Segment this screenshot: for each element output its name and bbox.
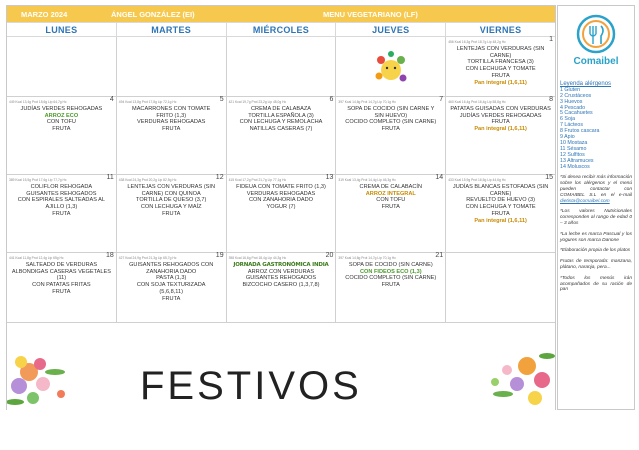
contact-note-text: *Si desea recibir más información sobre los alérgenos y el menú pueden contactar con COMAIBEL S.L en el e-mail	[560, 175, 632, 198]
day-cell	[7, 175, 117, 252]
menu-dish: CON LECHUGA Y REMOLACHA	[239, 119, 323, 126]
nutrition-info: 441 Kcal 11,8g Prot 12,4g Lip 65g Hc	[9, 256, 64, 260]
menu-sheet	[6, 5, 556, 410]
nutrition-info: 398 Kcal 16,6g Prot 18,4g Lip 44,3g Hc	[228, 256, 287, 260]
menu-dish: ALBONDIGAS CASERAS VEGETALES	[11, 268, 111, 275]
day-tuesday: MARTES	[117, 23, 227, 36]
day-friday: VIERNES	[479, 25, 522, 35]
menu-dish: ZANAHORIA DADO	[146, 268, 197, 275]
menu-dish: FRUTA	[52, 126, 71, 133]
menu-dish: CON LECHUGA Y TOMATE	[465, 66, 536, 73]
nutrition-info: 389 Kcal 15,5g Prot 17,6g Lip 77,7g Hc	[9, 178, 67, 182]
menu-dish: AJILLO (1,3)	[45, 204, 78, 211]
menu-dish: LENTEJAS CON VERDURAS (SIN	[456, 46, 545, 52]
milk-note: *La leche es marca Pascual y los yogures son marca Danone	[560, 231, 632, 243]
menu-dish: ARROZ INTEGRAL	[365, 190, 416, 197]
day-number: 8	[549, 96, 553, 103]
menu-dish: MACARRONES CON TOMATE	[132, 106, 211, 112]
allergen-item: 11 Sésamo	[560, 145, 587, 152]
allergen-item: 2 Crustáceos	[560, 92, 592, 99]
menu-dish: GUISANTES REHOGADOS	[26, 190, 97, 197]
day-number: 15	[545, 174, 553, 181]
menu-dish: VERDURAS REHOGADAS	[137, 119, 206, 126]
day-cell	[336, 97, 446, 174]
allergen-item: 5 Cacahuetes	[560, 110, 593, 117]
day-cell	[227, 37, 337, 96]
menu-dish: COCIDO COMPLETO (SIN CARNE)	[345, 119, 437, 126]
allergen-list	[560, 88, 632, 171]
nutrition-info: 427 Kcal 24,9g Prot 21,3g Lip 65,7g Hc	[118, 256, 177, 260]
month-label: MARZO 2024	[21, 9, 68, 19]
menu-dish: FRUTA	[491, 210, 510, 217]
menu-grid	[7, 37, 555, 323]
menu-dish: COCIDO COMPLETO (SIN CARNE)	[345, 275, 437, 282]
day-number: 11	[106, 174, 114, 181]
menu-dish: CON LECHUGA Y TOMATE	[465, 204, 536, 211]
day-number: 21	[435, 252, 444, 259]
school-label: ÁNGEL GONZÁLEZ (EI)	[111, 9, 195, 19]
menu-dish: GUISANTES REHOGADOS	[245, 275, 317, 282]
nutrition-info: 319 Kcal 13,4g Prot 14,4g Lip 46,3g Hc	[338, 178, 396, 182]
day-cell	[336, 37, 446, 96]
day-number: 18	[106, 252, 114, 259]
menu-dish: CARNE) CON QUINOA	[141, 190, 201, 197]
menu-dish: SALTEADO DE VERDURAS	[25, 262, 98, 268]
menu-dish: JORNADA GASTRONÓMICA INDIA	[233, 262, 329, 268]
menu-dish: SIN HUEVO)	[374, 112, 408, 119]
header-bar	[7, 6, 555, 22]
day-monday: LUNES	[7, 23, 117, 36]
day-number: 19	[215, 252, 224, 259]
allergen-item: 7 Lácteos	[560, 122, 583, 129]
day-number: 13	[325, 174, 334, 181]
day-cell	[117, 253, 227, 322]
day-number: 20	[325, 252, 334, 259]
menu-dish: Pan integral (1,6,11)	[474, 126, 527, 133]
allergen-item: 10 Mostaza	[560, 139, 588, 146]
menu-dish: FRUTA	[491, 72, 510, 79]
week-row	[7, 253, 555, 323]
nutrition-info: 449 Kcal 13,4g Prot 15,6g Lip 64,7g Hc	[9, 100, 67, 104]
menu-dish: PASTA (1,3)	[156, 275, 187, 282]
week-row	[7, 37, 555, 97]
brand-name: Comaibel	[573, 55, 619, 67]
allergen-item: 9 Apio	[560, 134, 575, 141]
day-cell	[227, 97, 337, 174]
day-number: 12	[215, 174, 224, 181]
nutrition-info: 494 Kcal 13,8g Prot 17,8g Lip 72,1g Hc	[118, 100, 177, 104]
week-row	[7, 175, 555, 253]
allergen-item: 13 Altramuces	[560, 157, 594, 164]
day-wednesday: MIÉRCOLES	[227, 23, 337, 36]
day-cell	[336, 253, 446, 322]
menu-dish: (11)	[56, 275, 67, 282]
logo	[560, 8, 632, 78]
nutrition-info: 415 Kcal 17,2g Prot 21,7g Lip 77,1g Hc	[228, 178, 287, 182]
menu-dish: COLIFLOR REHOGADA	[30, 184, 93, 190]
menu-dish: Pan integral (1,6,11)	[474, 217, 527, 224]
allergen-item: 14 Moluscos	[560, 163, 590, 170]
day-cell	[227, 175, 337, 252]
menu-dish: FRUTA	[52, 210, 71, 217]
menu-dish: Pan integral (1,6,11)	[474, 79, 527, 86]
menu-dish: CON ESPIRALES SALTEADAS AL	[17, 197, 106, 204]
menu-dish: CON LECHUGA Y MAÍZ	[140, 204, 202, 211]
nutrition-info: 433 Kcal 15,9g Prot 16,5g Lip 44,6g Hc	[448, 178, 506, 182]
menu-dish: CON PATATAS FRITAS	[32, 282, 91, 289]
menu-dish: FRUTA	[491, 119, 510, 126]
day-number: 7	[439, 96, 444, 103]
vegetables-illustration-icon	[371, 48, 411, 88]
menu-dish: TORTILLA DE QUESO (3,7)	[136, 197, 207, 204]
day-cell	[446, 37, 555, 96]
day-cell	[336, 175, 446, 252]
allergen-item: 3 Huevos	[560, 98, 583, 105]
day-cell	[117, 175, 227, 252]
day-cell	[227, 253, 337, 322]
day-number: 14	[435, 174, 444, 181]
nutrition-note: *Los valores Nutricionales corresponden al rango de edad 0 – 3 años	[560, 209, 632, 227]
day-number: 6	[329, 96, 334, 103]
day-cell	[7, 253, 117, 322]
menu-dish: BIZCOCHO CASERO (1,3,7,8)	[242, 282, 320, 289]
day-cell	[117, 37, 227, 96]
nutrition-info: 397 Kcal 14,6g Prot 14,7g Lip 70,1g Hc	[338, 256, 396, 260]
menu-dish: CON FIDEOS ECO (1,3)	[360, 268, 422, 275]
menu-dish: FRUTA	[162, 295, 181, 302]
bread-note: *Todos los menús irán acompañados de su ración de pan	[560, 275, 632, 293]
menu-dish: CON ZANAHORIA DADO	[248, 197, 313, 204]
allergen-item: 4 Pescado	[560, 104, 586, 111]
menu-dish: CON TOFU	[376, 197, 406, 204]
menu-dish: SOPA DE COCIDO (SIN CARNE)	[348, 262, 433, 268]
menu-dish: GUISANTES REHOGADOS CON	[129, 262, 214, 268]
menu-dish: LENTEJAS CON VERDURAS (SIN	[127, 184, 216, 190]
legend-title: Leyenda alérgenos	[560, 81, 612, 87]
comaibel-logo-icon	[576, 14, 616, 54]
menu-dish: FIDEUA CON TOMATE FRITO (1,3)	[236, 184, 326, 190]
menu-type-label: MENU VEGETARIANO (LF)	[323, 9, 418, 19]
day-number: 1	[549, 36, 553, 43]
menu-dish: CREMA DE CALABAZA	[250, 106, 311, 112]
day-cell	[7, 97, 117, 174]
menu-dish: FRUTA	[52, 288, 71, 295]
week-row	[7, 97, 555, 175]
menu-dish: CON TOFU	[46, 119, 76, 126]
menu-dish: CREMA DE CALABACÍN	[359, 184, 423, 190]
email-link[interactable]: dietista@comaibel.com	[560, 198, 610, 204]
allergen-item: 8 Frutos cascara	[560, 128, 600, 135]
menu-dish: FRUTA	[162, 126, 181, 133]
menu-dish: ARROZ ECO	[44, 112, 79, 119]
nutrition-info: 460 Kcal 16,4g Prot 16,4g Lip 58,8g Hc	[448, 100, 506, 104]
menu-dish: VERDURAS REHOGADAS	[246, 190, 316, 197]
nutrition-info: 421 Kcal 19,7g Prot 23,2g Lip 48,0g Hc	[228, 100, 287, 104]
menu-dish: FRUTA	[381, 204, 400, 211]
allergen-item: 6 Soja	[560, 116, 576, 123]
menu-dish: TORTILLA FRANCESA (3)	[467, 59, 534, 66]
day-cell	[446, 97, 555, 174]
menu-dish: YOGUR (7)	[266, 204, 296, 211]
menu-dish: (5,6,8,11)	[159, 288, 183, 295]
nutrition-info: 438 Kcal 24,3g Prot 20,2g Lip 82,5g Hc	[118, 178, 177, 182]
day-cell	[446, 253, 555, 322]
menu-dish: PATATAS GUISADAS CON VERDURAS	[450, 106, 551, 112]
side-panel	[557, 5, 635, 410]
nutrition-info: 456 Kcal 16,3g Prot 18,7g Lip 48,2g Hc	[448, 40, 506, 44]
menu-dish: SOPA DE COCIDO (SIN CARNE Y	[347, 106, 435, 112]
day-cell	[117, 97, 227, 174]
day-number: 5	[219, 96, 224, 103]
day-number: 4	[109, 96, 114, 103]
menu-dish: FRUTA	[381, 126, 400, 133]
day-cell	[7, 37, 117, 96]
nutrition-info: 397 Kcal 14,6g Prot 14,7g Lip 70,1g Hc	[338, 100, 396, 104]
fruit-note: Frutas de temporada: manzana, plátano, naranja, pera...	[560, 259, 632, 271]
allergen-item: 12 Sulfitos	[560, 151, 585, 158]
menu-dish: FRUTA	[162, 210, 181, 217]
allergen-item: 1 Gluten	[560, 86, 581, 93]
menu-dish: FRITO (1,3)	[156, 112, 187, 119]
menu-dish: JUDÍAS BLANCAS ESTOFADAS (SIN CARNE)	[452, 184, 549, 197]
menu-dish: CON SOJA TEXTURIZADA	[136, 282, 206, 289]
menu-dish: NATILLAS CASERAS (7)	[249, 126, 313, 133]
menu-dish: TORTILLA ESPAÑOLA (3)	[248, 112, 314, 119]
menu-dish: JUDÍAS VERDES REHOGADAS	[20, 106, 103, 112]
day-thursday: JUEVES	[336, 23, 446, 36]
festivos-text: FESTIVOS	[140, 364, 362, 408]
weekday-header	[7, 22, 555, 37]
menu-dish: CARNE)	[489, 52, 512, 59]
elaboration-note: *Elaboración propia de los platos	[560, 248, 631, 254]
menu-dish: REVUELTO DE HUEVO (3)	[466, 197, 535, 204]
menu-dish: FRUTA	[381, 282, 400, 289]
festivos-panel	[7, 342, 555, 410]
menu-dish: ARROZ CON VERDURAS	[247, 268, 315, 275]
day-cell	[446, 175, 555, 252]
menu-dish: JUDÍAS VERDES REHOGADAS	[459, 112, 542, 119]
contact-note	[560, 175, 632, 204]
